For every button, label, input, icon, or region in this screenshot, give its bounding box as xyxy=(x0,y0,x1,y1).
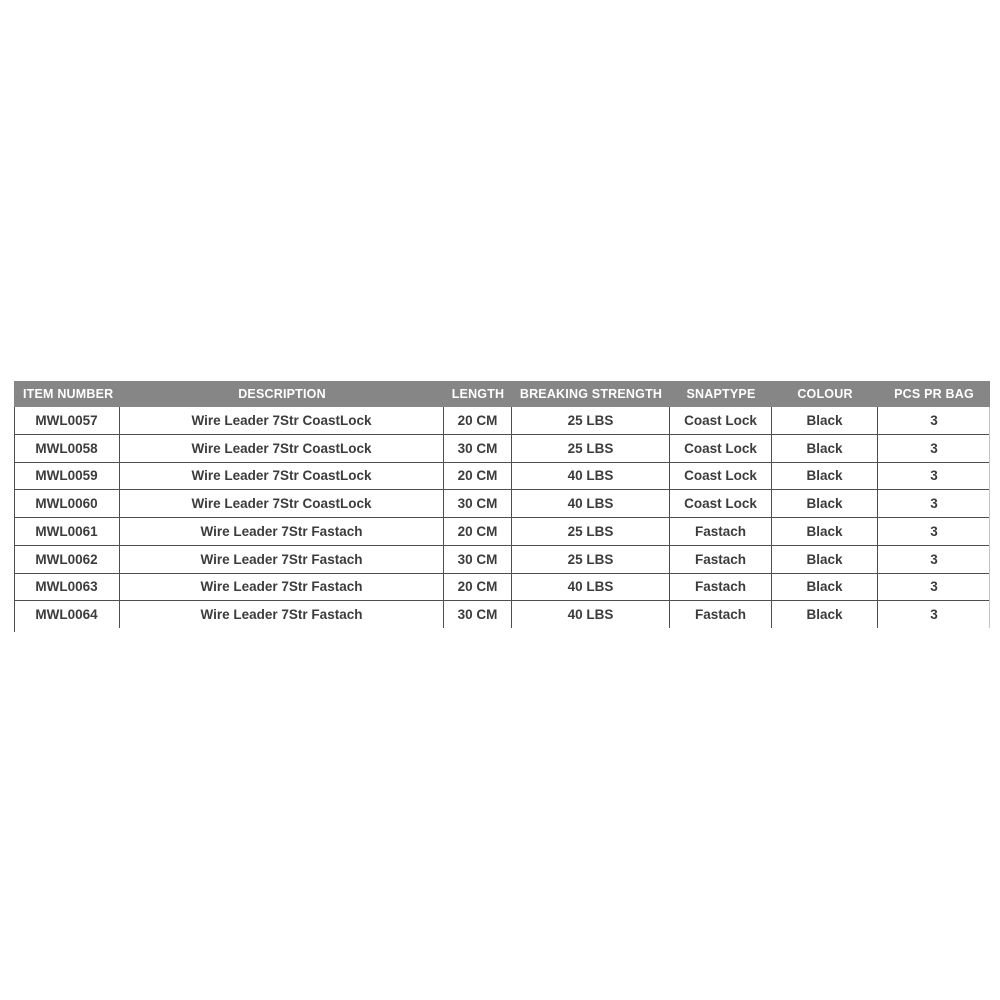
cell-item-number: MWL0062 xyxy=(14,546,120,573)
cell-snaptype: Fastach xyxy=(670,546,772,573)
column-header-colour: COLOUR xyxy=(797,387,853,401)
cell-item-number: MWL0057 xyxy=(14,407,120,434)
table-body xyxy=(14,407,990,628)
column-header-breaking-strength: BREAKING STRENGTH xyxy=(519,387,663,401)
cell-snaptype: Coast Lock xyxy=(670,407,772,434)
table-row xyxy=(14,463,990,491)
cell-snaptype: Fastach xyxy=(670,518,772,545)
cell-length: 20 CM xyxy=(444,574,512,601)
table-row xyxy=(14,574,990,602)
table-row xyxy=(14,601,990,628)
cell-colour: Black xyxy=(772,463,878,490)
cell-length: 30 CM xyxy=(444,601,512,628)
cell-snaptype: Coast Lock xyxy=(670,435,772,462)
cell-colour: Black xyxy=(772,546,878,573)
cell-length: 30 CM xyxy=(444,546,512,573)
product-spec-table xyxy=(14,381,990,628)
cell-breaking-strength: 25 LBS xyxy=(512,518,670,545)
cell-breaking-strength: 25 LBS xyxy=(512,407,670,434)
cell-snaptype: Coast Lock xyxy=(670,463,772,490)
cell-description: Wire Leader 7Str Fastach xyxy=(120,546,444,573)
cell-description: Wire Leader 7Str CoastLock xyxy=(120,490,444,517)
cell-pcs-pr-bag: 3 xyxy=(930,523,938,539)
cell-description: Wire Leader 7Str CoastLock xyxy=(120,435,444,462)
cell-pcs-pr-bag: 3 xyxy=(930,496,938,512)
cell-description: Wire Leader 7Str CoastLock xyxy=(120,407,444,434)
column-header-item-number: ITEM NUMBER xyxy=(23,387,114,401)
cell-colour: Black xyxy=(772,407,878,434)
cell-colour: Black xyxy=(772,518,878,545)
cell-item-number: MWL0059 xyxy=(14,463,120,490)
table-row xyxy=(14,407,990,435)
cell-item-number: MWL0064 xyxy=(14,601,120,628)
cell-length: 30 CM xyxy=(444,435,512,462)
cell-pcs-pr-bag: 3 xyxy=(930,607,938,623)
cell-breaking-strength: 25 LBS xyxy=(512,546,670,573)
cell-length: 30 CM xyxy=(444,490,512,517)
table-row xyxy=(14,518,990,546)
table-header-row xyxy=(14,381,990,407)
cell-pcs-pr-bag: 3 xyxy=(930,412,938,428)
cell-colour: Black xyxy=(772,574,878,601)
cell-pcs-pr-bag: 3 xyxy=(930,579,938,595)
cell-item-number: MWL0063 xyxy=(14,574,120,601)
cell-length: 20 CM xyxy=(444,518,512,545)
cell-breaking-strength: 40 LBS xyxy=(512,601,670,628)
cell-pcs-pr-bag: 3 xyxy=(930,551,938,567)
table-row xyxy=(14,435,990,463)
cell-description: Wire Leader 7Str Fastach xyxy=(120,518,444,545)
table-row xyxy=(14,546,990,574)
cell-length: 20 CM xyxy=(444,407,512,434)
column-header-length: LENGTH xyxy=(451,387,505,401)
cell-breaking-strength: 25 LBS xyxy=(512,435,670,462)
cell-colour: Black xyxy=(772,601,878,628)
cell-colour: Black xyxy=(772,490,878,517)
cell-breaking-strength: 40 LBS xyxy=(512,490,670,517)
cell-item-number: MWL0061 xyxy=(14,518,120,545)
cell-snaptype: Coast Lock xyxy=(670,490,772,517)
cell-pcs-pr-bag: 3 xyxy=(930,440,938,456)
column-header-pcs-pr-bag: PCS PR BAG xyxy=(894,387,974,401)
cell-item-number: MWL0060 xyxy=(14,490,120,517)
cell-item-number: MWL0058 xyxy=(14,435,120,462)
table-row xyxy=(14,490,990,518)
cell-breaking-strength: 40 LBS xyxy=(512,574,670,601)
cell-colour: Black xyxy=(772,435,878,462)
column-header-description: DESCRIPTION xyxy=(238,387,326,401)
cell-description: Wire Leader 7Str Fastach xyxy=(120,601,444,628)
cell-description: Wire Leader 7Str CoastLock xyxy=(120,463,444,490)
cell-breaking-strength: 40 LBS xyxy=(512,463,670,490)
cell-length: 20 CM xyxy=(444,463,512,490)
cell-snaptype: Fastach xyxy=(670,601,772,628)
cell-description: Wire Leader 7Str Fastach xyxy=(120,574,444,601)
column-header-snaptype: SNAPTYPE xyxy=(686,387,756,401)
cell-snaptype: Fastach xyxy=(670,574,772,601)
cell-pcs-pr-bag: 3 xyxy=(930,468,938,484)
